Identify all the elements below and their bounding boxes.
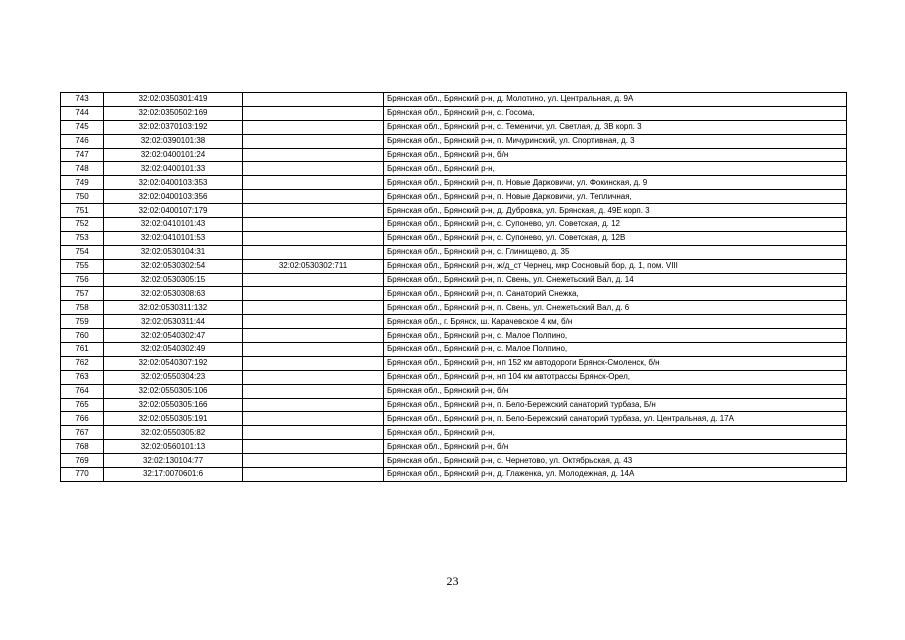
cell-row-number: 751: [61, 204, 104, 218]
table-row: [61, 398, 847, 412]
table-row: [61, 468, 847, 482]
cell-related-cadastral-number: [243, 176, 384, 190]
cell-cadastral-number: 32:17:0070601:6: [104, 468, 243, 482]
table-row: [61, 162, 847, 176]
cell-address: Брянская обл., Брянский р-н, п. Свень, ул. Снежетьский Вал, д. 14: [384, 273, 847, 287]
cell-row-number: 761: [61, 343, 104, 357]
cell-address: Брянская обл., Брянский р-н, нп 152 км автодороги Брянск-Смоленск, б/н: [384, 356, 847, 370]
table-row: [61, 273, 847, 287]
cell-address: Брянская обл., Брянский р-н, п. Новые Дарковичи, ул. Тепличная,: [384, 190, 847, 204]
cell-address: Брянская обл., Брянский р-н, д. Молотино, ул. Центральная, д. 9А: [384, 93, 847, 107]
cell-cadastral-number: 32:02:0540307:192: [104, 356, 243, 370]
cell-related-cadastral-number: [243, 356, 384, 370]
cell-address: Брянская обл., Брянский р-н,: [384, 426, 847, 440]
cell-address: Брянская обл., Брянский р-н, д. Глаженка, ул. Молодежная, д. 14А: [384, 468, 847, 482]
page-number: 23: [446, 574, 459, 588]
cell-row-number: 745: [61, 120, 104, 134]
cell-cadastral-number: 32:02:0550305:82: [104, 426, 243, 440]
cell-cadastral-number: 32:02:0530311:44: [104, 315, 243, 329]
cell-cadastral-number: 32:02:0530308:63: [104, 287, 243, 301]
cell-row-number: 764: [61, 384, 104, 398]
cell-address: Брянская обл., Брянский р-н,: [384, 162, 847, 176]
cell-row-number: 750: [61, 190, 104, 204]
cell-cadastral-number: 32:02:0400101:24: [104, 148, 243, 162]
cell-address: Брянская обл., Брянский р-н, ж/д_ст Чернец, мкр Сосновый бор, д. 1, пом. VIII: [384, 259, 847, 273]
cell-address: Брянская обл., Брянский р-н, б/н: [384, 148, 847, 162]
cell-row-number: 758: [61, 301, 104, 315]
cell-row-number: 765: [61, 398, 104, 412]
cell-cadastral-number: 32:02:0400107:179: [104, 204, 243, 218]
table-row: [61, 343, 847, 357]
cell-related-cadastral-number: [243, 343, 384, 357]
cell-related-cadastral-number: [243, 218, 384, 232]
table-row: [61, 190, 847, 204]
cell-related-cadastral-number: [243, 315, 384, 329]
cell-row-number: 760: [61, 329, 104, 343]
table-row: [61, 245, 847, 259]
cell-address: Брянская обл., Брянский р-н, с. Глинищево, д. 35: [384, 245, 847, 259]
cell-related-cadastral-number: [243, 190, 384, 204]
cell-related-cadastral-number: [243, 245, 384, 259]
cell-row-number: 753: [61, 231, 104, 245]
cell-row-number: 770: [61, 468, 104, 482]
cell-address: Брянская обл., Брянский р-н, п. Новые Дарковичи, ул. Фокинская, д. 9: [384, 176, 847, 190]
table-row: [61, 329, 847, 343]
cell-address: Брянская обл., Брянский р-н, п. Свень, ул. Снежетьский Вал, д. 6: [384, 301, 847, 315]
cell-cadastral-number: 32:02:130104:77: [104, 454, 243, 468]
cell-related-cadastral-number: [243, 454, 384, 468]
table-row: [61, 315, 847, 329]
cell-row-number: 754: [61, 245, 104, 259]
cell-related-cadastral-number: [243, 426, 384, 440]
table-row: [61, 176, 847, 190]
cell-related-cadastral-number: [243, 120, 384, 134]
cell-cadastral-number: 32:02:0530302:54: [104, 259, 243, 273]
cell-cadastral-number: 32:02:0530104:31: [104, 245, 243, 259]
table-row: [61, 106, 847, 120]
cell-cadastral-number: 32:02:0530305:15: [104, 273, 243, 287]
cell-cadastral-number: 32:02:0400103:356: [104, 190, 243, 204]
cell-cadastral-number: 32:02:0550304:23: [104, 370, 243, 384]
cell-related-cadastral-number: [243, 398, 384, 412]
cell-row-number: 748: [61, 162, 104, 176]
cell-related-cadastral-number: [243, 231, 384, 245]
table-row: [61, 440, 847, 454]
cell-cadastral-number: 32:02:0410101:53: [104, 231, 243, 245]
table-row: [61, 301, 847, 315]
table-row: [61, 259, 847, 273]
cell-row-number: 749: [61, 176, 104, 190]
cell-cadastral-number: 32:02:0540302:49: [104, 343, 243, 357]
cell-related-cadastral-number: [243, 370, 384, 384]
table-row: [61, 93, 847, 107]
cell-related-cadastral-number: [243, 440, 384, 454]
table-row: [61, 454, 847, 468]
cell-cadastral-number: 32:02:0550305:191: [104, 412, 243, 426]
cell-related-cadastral-number: [243, 412, 384, 426]
cell-related-cadastral-number: [243, 273, 384, 287]
cell-row-number: 763: [61, 370, 104, 384]
cell-address: Брянская обл., Брянский р-н, с. Госома,: [384, 106, 847, 120]
cell-row-number: 769: [61, 454, 104, 468]
cell-row-number: 756: [61, 273, 104, 287]
cell-address: Брянская обл., Брянский р-н, п. Бело-Бережский санаторий турбаза, Б/н: [384, 398, 847, 412]
cell-related-cadastral-number: [243, 204, 384, 218]
cell-cadastral-number: 32:02:0400103:353: [104, 176, 243, 190]
cell-related-cadastral-number: [243, 287, 384, 301]
cell-related-cadastral-number: [243, 148, 384, 162]
cell-cadastral-number: 32:02:0370103:192: [104, 120, 243, 134]
table-row: [61, 356, 847, 370]
cell-related-cadastral-number: [243, 468, 384, 482]
table-row: [61, 426, 847, 440]
cell-related-cadastral-number: [243, 106, 384, 120]
cell-row-number: 757: [61, 287, 104, 301]
cell-address: Брянская обл., Брянский р-н, нп 104 км автотрассы Брянск-Орел,: [384, 370, 847, 384]
cell-address: Брянская обл., Брянский р-н, п. Мичуринский, ул. Спортивная, д. 3: [384, 134, 847, 148]
cell-related-cadastral-number: [243, 329, 384, 343]
table-row: [61, 120, 847, 134]
table-body: [61, 93, 847, 482]
cell-address: Брянская обл., Брянский р-н, с. Малое Полпино,: [384, 343, 847, 357]
cell-address: Брянская обл., Брянский р-н, б/н: [384, 384, 847, 398]
cell-row-number: 747: [61, 148, 104, 162]
table-row: [61, 204, 847, 218]
cell-cadastral-number: 32:02:0550305:106: [104, 384, 243, 398]
table-row: [61, 148, 847, 162]
cell-address: Брянская обл., Брянский р-н, п. Бело-Бережский санаторий турбаза, ул. Центральная, д. 17А: [384, 412, 847, 426]
table-row: [61, 384, 847, 398]
cell-related-cadastral-number: [243, 93, 384, 107]
table-row: [61, 287, 847, 301]
cell-cadastral-number: 32:02:0400101:33: [104, 162, 243, 176]
cell-related-cadastral-number: [243, 162, 384, 176]
cell-cadastral-number: 32:02:0390101:38: [104, 134, 243, 148]
cell-cadastral-number: 32:02:0540302:47: [104, 329, 243, 343]
cell-related-cadastral-number: [243, 301, 384, 315]
cell-address: Брянская обл., Брянский р-н, с. Супонево, ул. Советская, д. 12В: [384, 231, 847, 245]
cell-row-number: 768: [61, 440, 104, 454]
cell-row-number: 752: [61, 218, 104, 232]
property-table: [60, 92, 847, 482]
table-row: [61, 412, 847, 426]
cell-row-number: 762: [61, 356, 104, 370]
cell-cadastral-number: 32:02:0530311:132: [104, 301, 243, 315]
cell-cadastral-number: 32:02:0350502:169: [104, 106, 243, 120]
cell-address: Брянская обл., Брянский р-н, п. Санаторий Снежка,: [384, 287, 847, 301]
cell-row-number: 767: [61, 426, 104, 440]
cell-cadastral-number: 32:02:0410101:43: [104, 218, 243, 232]
cell-address: Брянская обл., Брянский р-н, с. Супонево, ул. Советская, д. 12: [384, 218, 847, 232]
cell-related-cadastral-number: [243, 384, 384, 398]
cell-related-cadastral-number: [243, 134, 384, 148]
cell-address: Брянская обл., Брянский р-н, с. Малое Полпино,: [384, 329, 847, 343]
table-row: [61, 134, 847, 148]
cell-cadastral-number: 32:02:0560101:13: [104, 440, 243, 454]
cell-row-number: 759: [61, 315, 104, 329]
cell-address: Брянская обл., Брянский р-н, с. Чернетово, ул. Октябрьская, д. 43: [384, 454, 847, 468]
cell-address: Брянская обл., г. Брянск, ш. Карачевское 4 км, б/н: [384, 315, 847, 329]
cell-cadastral-number: 32:02:0350301:419: [104, 93, 243, 107]
table-row: [61, 231, 847, 245]
cell-address: Брянская обл., Брянский р-н, б/н: [384, 440, 847, 454]
cell-related-cadastral-number: 32:02:0530302:711: [243, 259, 384, 273]
table-row: [61, 218, 847, 232]
table-row: [61, 370, 847, 384]
cell-cadastral-number: 32:02:0550305:166: [104, 398, 243, 412]
cell-address: Брянская обл., Брянский р-н, д. Дубровка, ул. Брянская, д. 49Е корп. 3: [384, 204, 847, 218]
cell-row-number: 746: [61, 134, 104, 148]
cell-row-number: 766: [61, 412, 104, 426]
cell-address: Брянская обл., Брянский р-н, с. Теменичи, ул. Светлая, д. 3В корп. 3: [384, 120, 847, 134]
cell-row-number: 755: [61, 259, 104, 273]
cell-row-number: 744: [61, 106, 104, 120]
cell-row-number: 743: [61, 93, 104, 107]
